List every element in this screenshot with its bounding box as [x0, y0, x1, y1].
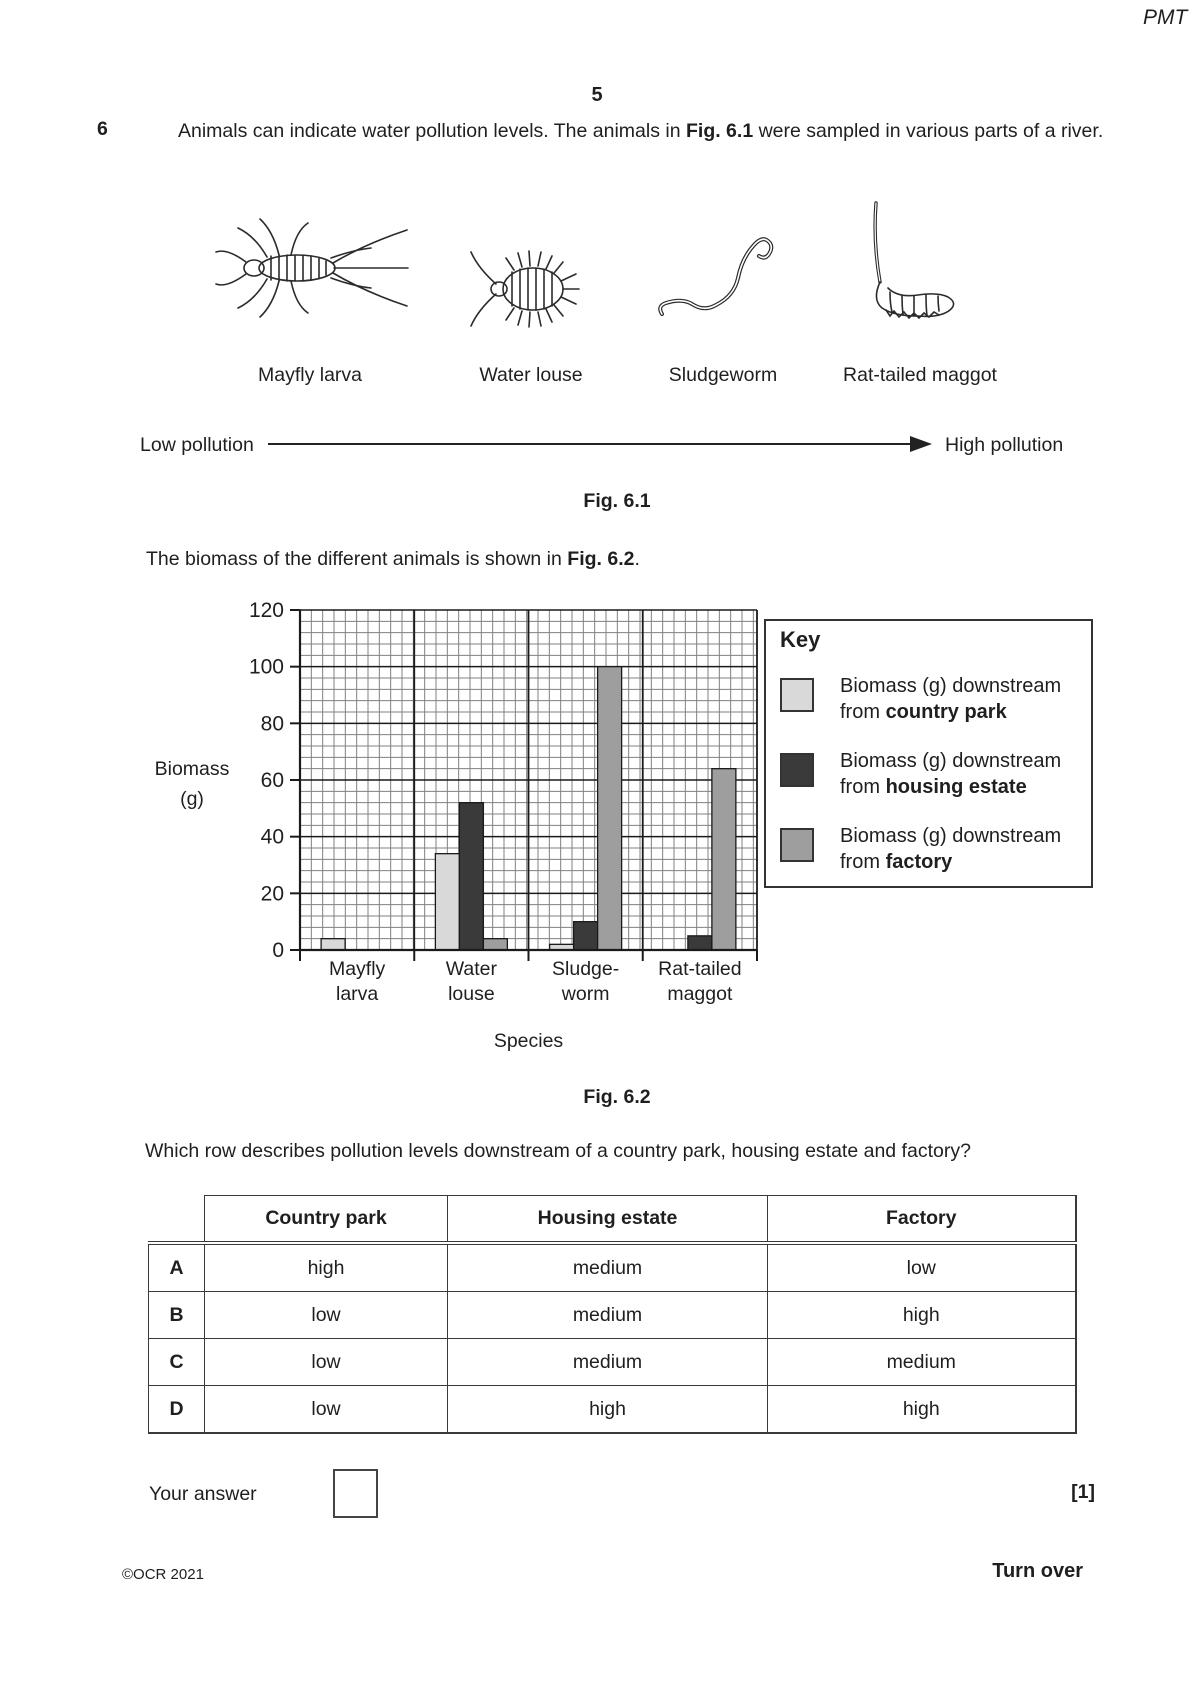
svg-text:100: 100 [248, 655, 284, 679]
key-line1-country-park: Biomass (g) downstream [840, 675, 1062, 697]
fig62-caption: Fig. 6.2 [583, 1086, 651, 1108]
row-D-factory: high [768, 1386, 1076, 1434]
svg-text:120: 120 [248, 599, 284, 622]
sludgeworm-illustration [656, 230, 776, 328]
water-louse-illustration [466, 236, 584, 342]
row-B-housing-estate: medium [448, 1292, 768, 1339]
table-row-C [149, 1339, 1076, 1386]
key-line1-housing-estate: Biomass (g) downstream [840, 750, 1062, 772]
key-label-factory [840, 823, 1061, 875]
key-label-housing-estate [840, 748, 1061, 800]
svg-text:Mayfly: Mayfly [328, 958, 386, 980]
key-swatch-housing-estate [780, 753, 814, 787]
table-row-D [149, 1386, 1076, 1434]
svg-text:larva: larva [335, 983, 379, 1005]
turn-over-label: Turn over [992, 1560, 1083, 1582]
svg-text:maggot: maggot [667, 983, 733, 1005]
animal-label-water-louse: Water louse [479, 364, 583, 386]
row-B-factory: high [768, 1292, 1076, 1339]
fig61-caption: Fig. 6.1 [583, 490, 651, 512]
animal-label-rat-tailed-maggot: Rat-tailed maggot [843, 364, 997, 386]
pollution-scale-high-label: High pollution [945, 434, 1064, 456]
key-label-country-park [840, 673, 1061, 725]
key-swatch-country-park [780, 678, 814, 712]
biomass-sentence [146, 546, 640, 572]
pmt-corner-tag: PMT [1143, 6, 1188, 29]
key-term-factory: factory [885, 851, 953, 873]
question-intro-before: Animals can indicate water pollution levels. The animals in [178, 120, 686, 142]
svg-text:Rat-tailed: Rat-tailed [658, 958, 742, 980]
fig62-reference: Fig. 6.2 [567, 548, 635, 570]
row-label-C: C [149, 1339, 205, 1386]
svg-text:0: 0 [272, 939, 284, 962]
row-C-country-park: low [205, 1339, 448, 1386]
table-header-housing-estate: Housing estate [448, 1196, 768, 1244]
row-A-factory: low [768, 1243, 1076, 1292]
svg-text:louse: louse [448, 983, 495, 1005]
svg-text:60: 60 [260, 769, 284, 792]
mayfly-larva-illustration [213, 198, 411, 340]
row-label-A: A [149, 1243, 205, 1292]
key-term-housing-estate: housing estate [885, 776, 1027, 798]
svg-text:40: 40 [260, 825, 284, 849]
svg-text:Biomass: Biomass [154, 758, 230, 780]
answer-entry-box[interactable] [333, 1469, 378, 1518]
key-title: Key [780, 627, 821, 652]
row-A-country-park: high [205, 1243, 448, 1292]
svg-text:Species: Species [493, 1030, 564, 1052]
key-line1-factory: Biomass (g) downstream [840, 825, 1062, 847]
table-corner-cell [149, 1196, 205, 1244]
key-term-country-park: country park [885, 701, 1007, 723]
table-header-country-park: Country park [205, 1196, 448, 1244]
arrow-right-icon [910, 436, 932, 452]
key-prefix-country-park: from [840, 701, 886, 723]
row-D-housing-estate: high [448, 1386, 768, 1434]
answer-option-table [148, 1195, 1077, 1434]
row-B-country-park: low [205, 1292, 448, 1339]
table-question: Which row describes pollution levels downstream of a country park, housing estate and factory? [145, 1140, 971, 1162]
table-header-row [149, 1196, 1076, 1244]
key-prefix-housing-estate: from [840, 776, 886, 798]
svg-text:worm: worm [561, 983, 610, 1005]
your-answer-label: Your answer [149, 1483, 257, 1505]
pollution-scale-line [268, 443, 912, 445]
row-label-B: B [149, 1292, 205, 1339]
svg-text:(g): (g) [180, 788, 204, 810]
page-number: 5 [591, 84, 603, 106]
svg-text:80: 80 [260, 712, 284, 736]
rat-tailed-maggot-illustration [856, 200, 964, 332]
row-label-D: D [149, 1386, 205, 1434]
key-prefix-factory: from [840, 851, 886, 873]
svg-text:Water: Water [445, 958, 498, 980]
row-C-housing-estate: medium [448, 1339, 768, 1386]
table-row-B [149, 1292, 1076, 1339]
marks-badge: [1] [1071, 1481, 1095, 1503]
key-swatch-factory [780, 828, 814, 862]
table-header-factory: Factory [768, 1196, 1076, 1244]
fig61-reference: Fig. 6.1 [685, 120, 754, 142]
question-intro [178, 118, 1123, 144]
table-row-A [149, 1243, 1076, 1292]
row-C-factory: medium [768, 1339, 1076, 1386]
biomass-sentence-before: The biomass of the different animals is shown in [146, 548, 568, 570]
svg-text:Sludge-: Sludge- [552, 958, 620, 980]
copyright-notice: ©OCR 2021 [122, 1566, 204, 1583]
question-number: 6 [97, 118, 108, 140]
biomass-sentence-after: . [634, 548, 640, 570]
question-intro-after: were sampled in various parts of a river. [753, 120, 1104, 142]
pollution-scale-low-label: Low pollution [140, 434, 254, 456]
animal-label-mayfly: Mayfly larva [257, 364, 363, 386]
chart-key-box [764, 619, 1093, 888]
row-A-housing-estate: medium [448, 1243, 768, 1292]
animal-label-sludgeworm: Sludgeworm [668, 364, 778, 386]
row-D-country-park: low [205, 1386, 448, 1434]
svg-text:20: 20 [260, 882, 284, 906]
